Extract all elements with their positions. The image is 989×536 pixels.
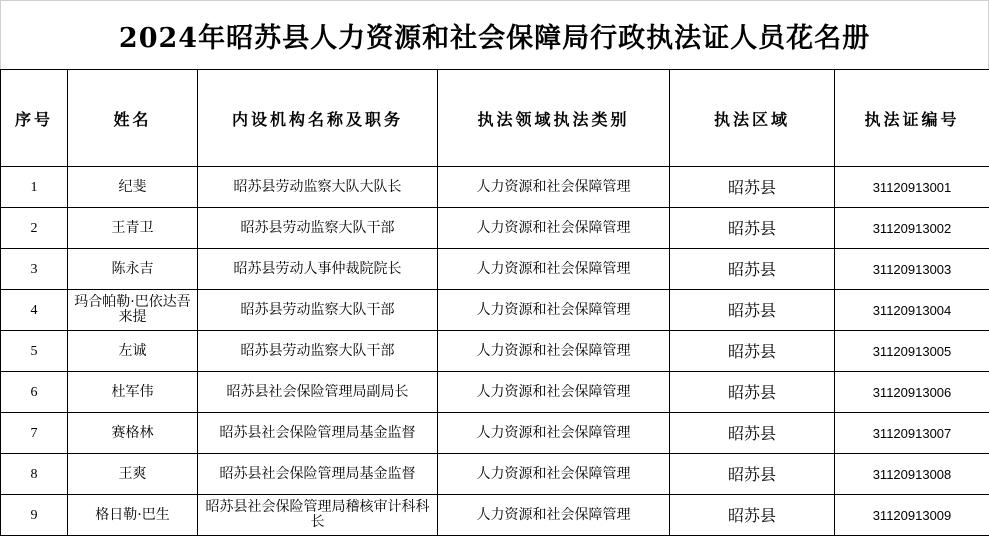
- cell-name[interactable]: 王爽: [68, 454, 198, 495]
- cell-region[interactable]: 昭苏县: [670, 454, 835, 495]
- header-cert-no[interactable]: 执法证编号: [835, 70, 989, 167]
- cell-position[interactable]: 昭苏县劳动监察大队干部: [198, 331, 438, 372]
- cell-region[interactable]: 昭苏县: [670, 208, 835, 249]
- cell-category[interactable]: 人力资源和社会保障管理: [438, 495, 670, 536]
- cell-category[interactable]: 人力资源和社会保障管理: [438, 372, 670, 413]
- cell-index[interactable]: 3: [1, 249, 68, 290]
- cell-cert-no[interactable]: 31120913002: [835, 208, 989, 249]
- cell-category[interactable]: 人力资源和社会保障管理: [438, 290, 670, 331]
- cell-cert-no[interactable]: 31120913003: [835, 249, 989, 290]
- cell-index[interactable]: 8: [1, 454, 68, 495]
- header-position[interactable]: 内设机构名称及职务: [198, 70, 438, 167]
- cell-name[interactable]: 格日勒·巴生: [68, 495, 198, 536]
- cell-name[interactable]: 王青卫: [68, 208, 198, 249]
- cell-cert-no[interactable]: 31120913006: [835, 372, 989, 413]
- header-region[interactable]: 执法区域: [670, 70, 835, 167]
- cell-position[interactable]: 昭苏县社会保险管理局稽核审计科科长: [198, 495, 438, 536]
- title-cell[interactable]: [0, 0, 989, 70]
- table-row: [1, 413, 989, 454]
- cell-region[interactable]: 昭苏县: [670, 413, 835, 454]
- cell-index[interactable]: 1: [1, 167, 68, 208]
- cell-name[interactable]: 赛格林: [68, 413, 198, 454]
- cell-name[interactable]: 陈永吉: [68, 249, 198, 290]
- cell-position[interactable]: 昭苏县社会保险管理局副局长: [198, 372, 438, 413]
- table-row: [1, 208, 989, 249]
- cell-category[interactable]: 人力资源和社会保障管理: [438, 454, 670, 495]
- table-row: [1, 331, 989, 372]
- cell-cert-no[interactable]: 31120913004: [835, 290, 989, 331]
- cell-name[interactable]: 纪斐: [68, 167, 198, 208]
- cell-index[interactable]: 7: [1, 413, 68, 454]
- table-row: [1, 290, 989, 331]
- cell-name[interactable]: 左诚: [68, 331, 198, 372]
- cell-region[interactable]: 昭苏县: [670, 167, 835, 208]
- table-row: [1, 372, 989, 413]
- cell-region[interactable]: 昭苏县: [670, 372, 835, 413]
- table-row: [1, 495, 989, 536]
- cell-cert-no[interactable]: 31120913009: [835, 495, 989, 536]
- cell-cert-no[interactable]: 31120913005: [835, 331, 989, 372]
- cell-index[interactable]: 4: [1, 290, 68, 331]
- header-row: [1, 70, 989, 167]
- table-row: [1, 454, 989, 495]
- cell-name[interactable]: 杜军伟: [68, 372, 198, 413]
- roster-table: [0, 69, 989, 536]
- header-index[interactable]: 序号: [1, 70, 68, 167]
- cell-position[interactable]: 昭苏县劳动监察大队干部: [198, 290, 438, 331]
- cell-category[interactable]: 人力资源和社会保障管理: [438, 249, 670, 290]
- cell-position[interactable]: 昭苏县劳动监察大队干部: [198, 208, 438, 249]
- table-row: [1, 167, 989, 208]
- cell-region[interactable]: 昭苏县: [670, 495, 835, 536]
- cell-category[interactable]: 人力资源和社会保障管理: [438, 413, 670, 454]
- cell-index[interactable]: 9: [1, 495, 68, 536]
- table-row: [1, 249, 989, 290]
- header-name[interactable]: 姓名: [68, 70, 198, 167]
- cell-cert-no[interactable]: 31120913001: [835, 167, 989, 208]
- cell-position[interactable]: 昭苏县社会保险管理局基金监督: [198, 454, 438, 495]
- header-category[interactable]: 执法领域执法类别: [438, 70, 670, 167]
- roster-body: [1, 167, 989, 536]
- cell-region[interactable]: 昭苏县: [670, 249, 835, 290]
- cell-cert-no[interactable]: 31120913007: [835, 413, 989, 454]
- cell-position[interactable]: 昭苏县劳动人事仲裁院院长: [198, 249, 438, 290]
- cell-name[interactable]: 玛合帕勒·巴依达吾来提: [68, 290, 198, 331]
- cell-position[interactable]: 昭苏县社会保险管理局基金监督: [198, 413, 438, 454]
- page-title: 2024年昭苏县人力资源和社会保障局行政执法证人员花名册: [119, 16, 870, 55]
- cell-category[interactable]: 人力资源和社会保障管理: [438, 167, 670, 208]
- cell-category[interactable]: 人力资源和社会保障管理: [438, 331, 670, 372]
- cell-position[interactable]: 昭苏县劳动监察大队大队长: [198, 167, 438, 208]
- cell-cert-no[interactable]: 31120913008: [835, 454, 989, 495]
- cell-region[interactable]: 昭苏县: [670, 331, 835, 372]
- cell-index[interactable]: 5: [1, 331, 68, 372]
- cell-index[interactable]: 2: [1, 208, 68, 249]
- cell-category[interactable]: 人力资源和社会保障管理: [438, 208, 670, 249]
- cell-index[interactable]: 6: [1, 372, 68, 413]
- cell-region[interactable]: 昭苏县: [670, 290, 835, 331]
